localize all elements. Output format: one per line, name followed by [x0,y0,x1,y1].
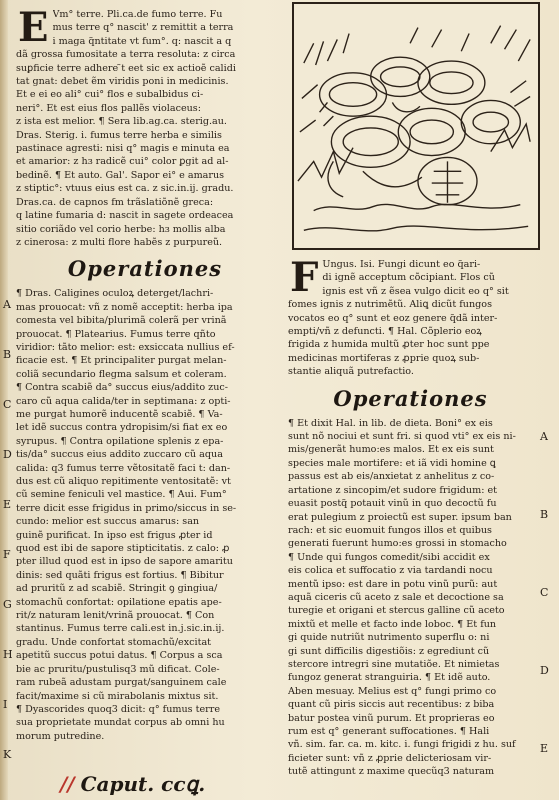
text-line: calida: q3 fumus terre vẽtositatẽ faci t: dan- [16,462,231,474]
margin-letter: E [540,742,549,755]
text-line: quod est ibi de sapore stipticitatis. z calo: ꝓ [16,543,230,555]
text-line: stantie aliquã putrefactio. [288,366,414,378]
text-line: fomes ignis z nutrimẽtũ. Aliꝗ dicũt fungos [288,299,493,311]
text-line: mis/generãt humo:es malos. Et ex eis sunt [288,444,494,456]
margin-letter: G [3,598,12,611]
caput-rubric-mark: // [60,772,75,796]
text-line: cundo: melior est succus amarus: san [16,516,200,528]
right-heading-operationes: Operationes [333,385,488,411]
text-line: ram rubeã adustam purgat/sanguinem cale [16,677,227,689]
text-line: frigida z humida multũ ꝓter hoc sunt ppe [288,339,490,351]
text-line: me purgat humorẽ inducentẽ scabiẽ. ¶ Va- [16,408,223,420]
text-line: rum est q° generant suffocationes. ¶ Hali [288,726,490,737]
text-line: stercore intregri sine mutatiõe. Et nimietas [288,658,500,670]
text-line: stantinus. Fumus terre cali.est in.j.sic.in.ij. [16,623,225,635]
caput-title: Caput. ccꝗ. [80,772,206,796]
text-line: ad pruritũ z ad scabiẽ. Stringit ꝯ gingiua/ [16,583,218,595]
text-line: suꝑficie terre adhere ̃t eet sic ex actioẽ calidi [16,62,236,74]
text-line: gi quide nutriũt nutrimento superflu o: ni [288,632,490,644]
text-line: ficieter sunt: vñ z ꝓprie delicteriosam vir- [288,752,492,764]
text-line: z cinerosa: z multi flore habẽs z purpureũ. [16,236,223,248]
text-line: Dras.ca. de capnos fm trãslatiõnẽ greca: [16,196,214,208]
text-line: Aben mesuay. Melius est q° fungi primo co [288,685,497,697]
margin-letter: F [3,548,11,561]
text-line: aquã ciceris cũ aceto z sale et decoctione sa [288,591,504,603]
text-line: q latine fumaria d: nascit in sagete ordeacea [16,210,234,222]
text-line: Et e ei eo ali° cui° flos e subalbidus ci- [16,89,204,101]
margin-letter: I [3,698,8,711]
text-line: mus terre q° nascit' z remittit a terra [52,22,234,34]
text-line: et amarior: z hɜ radicẽ cui° color ꝑgit ad al- [16,156,229,168]
text-line: ignis est vñ z ẽsea vulgo dicit eo q° sit [322,285,509,297]
text-line: medicinas mortiferas z ꝓprie quoꝝ sub- [288,352,480,364]
text-line: guinẽ purificat. In ipso est frigus ꝓter id [16,529,213,541]
text-line: quant cũ piris siccis aut recentibus: z biba [288,699,495,711]
text-line: ¶ Unde qui fungos comedit/sibi accidit ex [288,551,490,563]
margin-letter: D [540,664,549,677]
text-line: generati fuerunt humo:es grossi in stomacho [288,538,507,550]
right-operationes-text [288,417,533,779]
text-line: rach: et sic euomuit fungos illos et quibus [288,524,492,536]
text-line: mas prouocat: vñ z nomẽ acceptit: herba ipa [16,301,233,313]
margin-letter: B [540,508,549,521]
text-line: passus est ab eis/anxietat z anhelitus z co- [288,471,495,483]
text-line: cũ semine feniculi vel mastice. ¶ Aui. Fum° [16,489,227,501]
text-line: bie ac pruritu/pustulisq3 mũ dificat. Cole- [16,663,220,675]
text-line: neri°. Et est eius flos pallẽs violaceus: [16,102,201,114]
text-line: terre dicit esse frigidus in primo/siccus in se- [16,502,237,514]
margin-letter: C [3,398,12,411]
text-line: bedinẽ. ¶ Et auto. Gal'. Sapor ei° e amarus [16,169,225,181]
text-line: caro cũ aqua calida/ter in septimana: z opti- [16,395,231,407]
text-line: ¶ Dras. Caligines oculoꝝ deterget/lachri- [16,288,214,300]
caput-heading [60,772,205,796]
text-line: pter illud quod est in ipso de sapore amaritu [16,556,233,568]
margin-letter: K [3,748,12,761]
text-line: i maga q̃ntitate vt fum°. q: nascit a q [52,35,232,47]
text-line: erat pulegium z proiectũ est super. ipsum ban [288,511,512,523]
text-line: ficacie est. ¶ Et principaliter purgat melan- [16,355,227,367]
text-line: gi sunt difficilis digestiõis: z egrediunt cũ [288,645,490,657]
text-line: artatione z sincopim/et sudore frigidum: et [288,484,498,496]
text-line: pastinace agresti: nisi q° magis e minuta ea [16,143,230,155]
text-line: tutẽ attingunt z maxime quecũq3 naturam [288,766,495,778]
margin-letter: D [3,448,12,461]
text-line: dã grossa fumositate a terra resoluta: z circa [16,49,236,61]
margin-letter: C [540,586,549,599]
margin-letter: B [3,348,12,361]
fungi-woodcut-drawing [294,4,538,248]
text-line: vñ. sim. far. ca. m. kitc. i. fungi frigidi z hu. suf [288,739,516,751]
left-entry-text [16,4,274,249]
text-line: mentũ ipso: est dare in potu vinũ purũ: aut [288,578,498,590]
margin-letter: H [3,648,13,661]
text-line: Ungus. Isi. Fungi dicunt eo q̃ari- [322,259,481,270]
left-heading-operationes: Operationes [67,256,223,282]
text-line: turegie et origani et stercus galline cũ aceto [288,605,505,617]
text-line: vocatos eo q° sunt et eoz genere q̃dã inter- [288,312,498,324]
text-line: facit/maxime si cũ mirabolanis mixtus sit. [16,690,219,702]
right-column [288,254,533,779]
text-line: empti/vñ z defuncti. ¶ Hal. Cõplerio eoꝝ [288,326,482,338]
left-operationes-text [16,287,274,743]
text-line: Vm° terre. Pli.ca.de fumo terre. Fu [52,9,223,20]
text-line: tat gnat: debet ẽm viridis poni in medicinis. [16,76,229,88]
text-line: batur postea vinũ purum. Et proprieras eo [288,712,495,724]
text-line: di ignẽ acceptum cõcipiant. Flos cũ [322,272,495,284]
text-line: species male mortifere: et iã vidi homine ꝗ [288,457,496,469]
text-line: euasit postq̃ potauit vinũ in quo decoctũ fu [288,498,497,510]
text-line: z ista est melior. ¶ Sera lib.ag.ca. sterig.au. [16,116,227,128]
text-line: dus est cũ aliquo repitimente ventositatẽ: vt [16,476,231,487]
text-line: apetitũ succus potui datus. ¶ Corpus a sca [16,650,223,662]
fungi-woodcut [292,2,540,250]
text-line: z stiptic°: vtuus eius est ca. z sic.in.ij. gradu. [16,183,234,195]
text-line: mixtũ et melle et facto inde loboc. ¶ Et fun [288,618,497,630]
text-line: let idẽ succus contra ydropisim/si fiat ex eo [16,422,228,434]
text-line: fungoz generat stranguiria. ¶ Et idẽ auto. [288,672,491,684]
text-line: syrupus. ¶ Contra opilatione splenis z epa- [16,435,224,447]
text-line: stomachũ confortat: opilatione epatis ape- [16,596,222,608]
drop-initial-f: F [290,254,319,301]
text-line: ¶ Dyascorides quoq3 dicit: q° fumus terre [16,703,221,715]
left-column [16,4,274,743]
text-line: comesta vel bibita/plurimã colerã per vrinã [16,315,227,327]
text-line: sunt nõ nociui et sunt fri. si quod vti° ex eis ni- [288,431,516,443]
margin-letter: E [3,498,12,511]
text-line: ¶ Et dixit Hal. in lib. de dieta. Boni° ex eis [288,417,493,429]
text-line: sitio coriãdo vel corio herbe: hɜ mollis alba [16,223,226,235]
text-line: rit/z naturam lenit/vrinã prouocat. ¶ Con [16,610,215,622]
text-line: tis/da° succus eius addito zuccaro cũ aqua [16,449,223,461]
text-line: gradu. Unde confortat stomachũ/excitat [16,636,212,648]
text-line: ¶ Contra scabiẽ da° succus eius/addito zuc- [16,382,228,394]
margin-letter: A [3,298,11,311]
margin-letter: A [540,430,548,443]
text-line: viridior: tãto melior: est: exsiccata nullius ef- [16,341,235,353]
text-line: sua proprietate mundat corpus ab omni hu [16,717,225,729]
text-line: dinis: sed quãti frigus est fortius. ¶ Bibitur [16,569,224,581]
right-entry-text [288,254,533,379]
text-line: morum putredine. [16,730,105,742]
drop-initial-e: E [18,4,49,51]
text-line: prouocat. ¶ Platearius. Fumus terre qñto [16,328,216,340]
text-line: coliã secundario flegma salsum et coleram. [16,368,227,380]
text-line: Dras. Sterig. i. fumus terre herba e similis [16,129,222,141]
text-line: eis colica et suffocatio z via tardandi nocu [288,565,493,577]
